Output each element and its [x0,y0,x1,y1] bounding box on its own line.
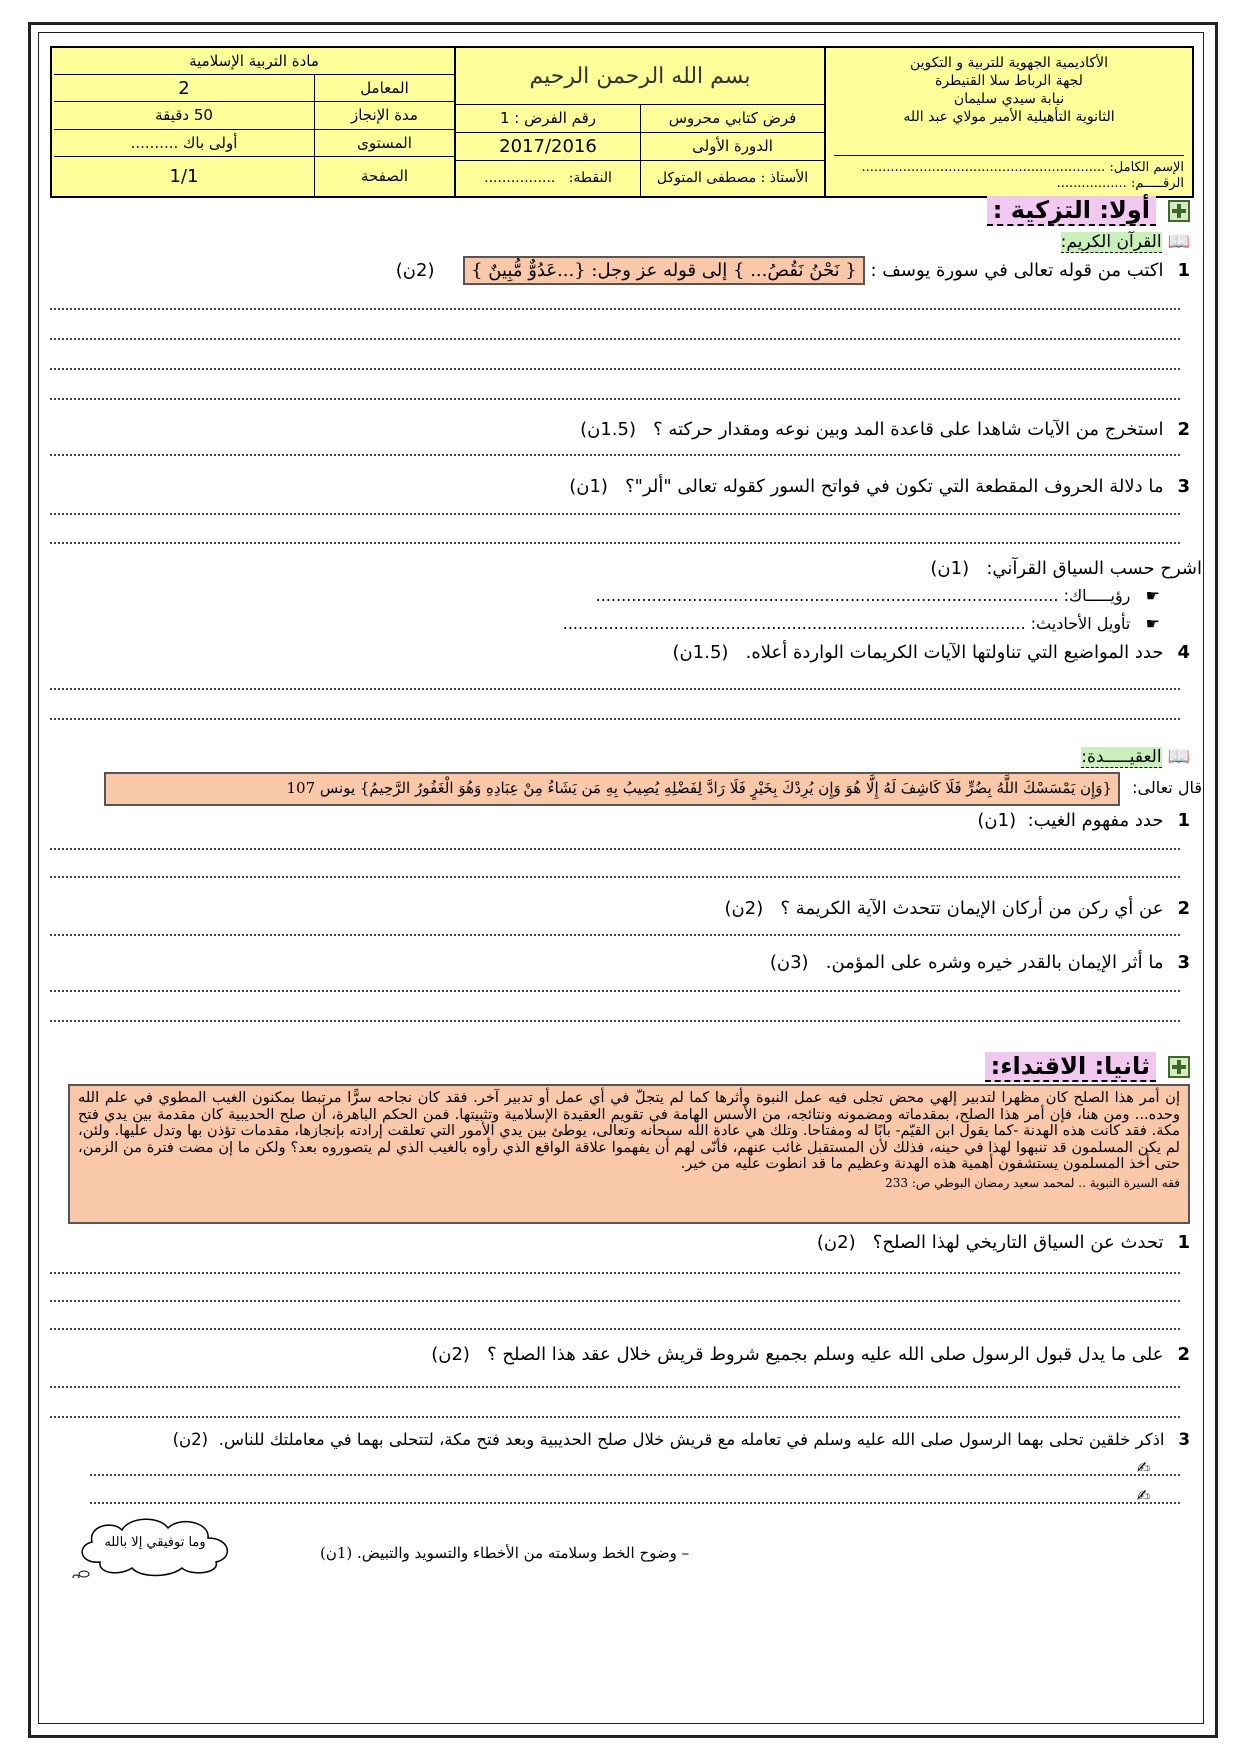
answer-line[interactable] [50,1328,1180,1330]
answer-line[interactable] [50,934,1180,936]
answer-line[interactable] [50,990,1180,992]
passage-text: إن أمر هذا الصلح كان مظهرا لتدبير إلهي محض تجلى فيه عمل النبوة وأثرها كما لم يتجلّ في أي عمل أو تدبير آخر. فقد كان نجاحه سرًّا مرتبطا بمكنون الغيب المطوي في علم الله وحده... ومن هنا، فإن أمر هذا الصلح، بمقدماته ومضمونه ونتائجه، من الأسس الهامة في تقويم العقيدة الإسلامية وتثبيتها. فمن الحكم الباهرة، أن صلح الحديبية كان مقدمة بين يدي فتح مكة. فقد كانت هذه الهدنة -كما يقول ابن القيّم- بابًا له ومفتاحا. وتلك هي عادة الله سبحانه وتعالى، يوطئ بين يدي الأمور التي تعلقت إرادته بإنجازها، مقدمات تؤذن بها وتدل عليها. ولئن، لم يكن المسلمون قد تنبهوا لهذا في حينه، فذلك لأن المستقبل غائب عنهم، فأنّى لهم أن يفهموا علاقة الواقع الذي رأوه بالغيب الذي لم يتصوروه بعد؟ ولكن ما إن مضت فترة من الزمن، حتى أخذ المسلمون يستشفون أهمية هذه الهدنة وعظيم ما قد انطوت عليه من خير. [78,1089,1180,1172]
student-ident [834,155,1184,192]
points: (1.5ن) [580,419,636,440]
part1-title: أولا: التزكية : [987,196,1190,224]
pen-icon: ✍ [1136,1486,1150,1505]
name-field[interactable]: ........................................................... [861,160,1106,175]
explain-word-1: ☛ رؤيـــــاك: ........................................................................................... [595,586,1160,605]
level-value: أولى باك .......... [130,133,238,152]
points: (3ن) [769,952,809,973]
answer-line[interactable] [50,308,1180,310]
answer-line[interactable] [50,398,1180,400]
book-icon: 📖 [1167,231,1190,252]
header-subject-info [54,48,454,196]
answer-line[interactable] [50,338,1180,340]
name-label: الإسم الكامل: [1109,160,1184,175]
directorate-line: نيابة سيدي سليمان [953,91,1065,107]
subject: مادة التربية الإسلامية [189,52,319,71]
session: الدورة الأولى [640,133,824,160]
points: (2ن) [724,898,764,919]
cloud-icon [70,1512,240,1578]
answer-line[interactable] [50,1272,1180,1274]
aqida-question-1: 1حدد مفهوم الغيب: (1ن) [977,810,1190,831]
teacher: الأستاذ : مصطفى المتوكل [640,161,824,196]
school-year: 2017/2016 [499,135,597,157]
verse-box: {وَإِن يَمْسَسْكَ اللَّهُ بِضُرٍّ فَلَا كَاشِفَ لَهُ إِلَّا هُوَ وَإِن يُرِدْكَ بِخَيْرٍ فَلَا رَادَّ لِفَضْلِهِ يُصِيبُ بِهِ مَن يَشَاءُ مِنْ عِبَادِهِ وَهُوَ الْغَفُورُ الرَّحِيمُ} يونس 107 [104,772,1120,806]
header-exam-info [454,48,824,196]
part2-question-1: 1تحدث عن السياق التاريخي لهذا الصلح؟ (2ن) [816,1232,1190,1253]
part2-question-2: 2على ما يدل قبول الرسول صلى الله عليه وسلم بجميع شروط قريش خلال عقد هذا الصلح ؟ (2ن) [431,1344,1190,1365]
answer-line[interactable] [90,1474,1180,1476]
exam-type: فرض كتابي محروس [640,105,824,132]
book-icon: 📖 [1167,746,1190,767]
region-line: لجهة الرباط سلا القنيطرة [935,73,1083,89]
header-institution [824,48,1192,196]
quote-box: { نَحْنُ نَقُصُ... } إلى قوله عز وجل: {...عَدُوٌّ مُّبِينٌ } [463,256,865,285]
page-label: الصفحة [314,157,454,196]
duration-label: مدة الإنجاز [314,102,454,128]
exam-number: رقم الفرض : 1 [499,109,597,128]
aqida-subheading: 📖العقيـــــدة: [1081,746,1190,767]
school-line: الثانوية التأهيلية الأمير مولاي عبد الله [903,109,1115,125]
hand-pointer-icon: ☛ [1145,614,1160,633]
section-plus-icon [1168,200,1190,222]
answer-line[interactable] [50,1300,1180,1302]
answer-line[interactable] [50,848,1180,850]
question-3: 3ما دلالة الحروف المقطعة التي تكون في فواتح السور كقوله تعالى "ألر"؟ (1ن) [569,476,1190,497]
points: (2ن) [431,1344,470,1365]
answer-line[interactable] [50,454,1180,456]
answer-line[interactable] [50,718,1180,720]
answer-line[interactable] [50,688,1180,690]
section-plus-icon [1168,1056,1190,1078]
exam-page [50,46,1202,1716]
answer-line[interactable] [50,1020,1180,1022]
pen-icon: ✍ [1136,1458,1150,1477]
points: (1ن) [977,810,1017,831]
coef-label: المعامل [314,75,454,101]
academy-line: الأكاديمية الجهوية للتربية و التكوين [910,55,1108,71]
points: (2ن) [395,260,435,281]
points: (1ن) [569,476,608,497]
aqida-question-3: 3ما أثر الإيمان بالقدر خيره وشره على المؤمن. (3ن) [769,952,1190,973]
explain-word-2: ☛ تأويل الأحاديث: ........................................................................................... [562,614,1160,633]
answer-line[interactable] [50,513,1180,515]
part2-question-3: 3اذكر خلقين تحلى بهما الرسول صلى الله عليه وسلم في تعامله مع قريش خلال صلح الحديبية وبعد فتح مكة، لتتحلى بهما في معاملتك للناس. (2ن) [172,1430,1190,1449]
cloud-text: وما توفيقي إلا بالله [104,1535,206,1550]
answer-line[interactable] [50,1386,1180,1388]
quran-subheading: 📖القرآن الكريم: [1060,231,1190,252]
answer-field[interactable]: ........................................................................................... [562,614,1026,633]
points: (2ن) [172,1430,209,1449]
part2-title: ثانيا: الاقتداء: [985,1052,1190,1080]
question-4: 4حدد المواضيع التي تناولتها الآيات الكريمات الواردة أعلاه. (1.5ن) [672,642,1190,663]
hand-pointer-icon: ☛ [1145,586,1160,605]
passage-source: فقه السيرة النبوية .. لمحمد سعيد رمضان البوطي ص: 233 [885,1175,1180,1190]
points: (1ن) [930,558,970,579]
grade-field[interactable]: ................ [484,170,556,187]
grade-label: النقطة: [568,170,612,187]
explain-instruction: اشرح حسب السياق القرآني: (1ن) [930,558,1202,579]
page-value: 1/1 [169,165,199,187]
bismillah: بسم الله الرحمن الرحيم [456,48,824,105]
duration-value: 50 دقيقة [155,106,213,125]
answer-field[interactable]: ........................................................................................... [595,586,1059,605]
footer-note: – وضوح الخط وسلامته من الأخطاء والتسويد والتبيض. (1ن) [320,1544,690,1562]
answer-line[interactable] [50,368,1180,370]
exam-header [50,46,1194,198]
reading-passage [68,1084,1190,1224]
level-label: المستوى [314,130,454,156]
answer-line[interactable] [50,542,1180,544]
number-field[interactable]: ................. [1056,176,1127,191]
answer-line[interactable] [50,876,1180,878]
question-1: 1اكتب من قوله تعالى في سورة يوسف : { نَحْنُ نَقُصُ... } إلى قوله عز وجل: {...عَدُوٌّ مُّبِينٌ } (2ن) [396,260,1190,281]
number-label: الرقـــــم: [1130,176,1184,191]
coef-value: 2 [178,77,190,99]
question-2: 2استخرج من الآيات شاهدا على قاعدة المد وبين نوعه ومقدار حركته ؟ (1.5ن) [580,419,1190,440]
qala-label: قال تعالى: [1132,778,1202,797]
points: (1.5ن) [672,642,729,663]
answer-line[interactable] [90,1502,1180,1504]
points: (2ن) [816,1232,856,1253]
aqida-question-2: 2عن أي ركن من أركان الإيمان تتحدث الآية الكريمة ؟ (2ن) [724,898,1190,919]
answer-line[interactable] [50,1416,1180,1418]
